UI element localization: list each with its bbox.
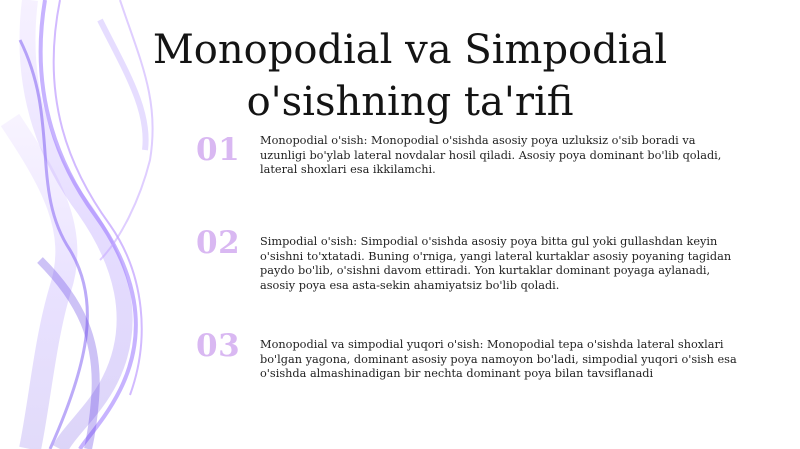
item-number: 02 (196, 225, 241, 261)
item-text: Monopodial o'sish: Monopodial o'sishda asosiy poya uzluksiz o'sib boradi va uzunligi bo'ylab lateral novdalar hosil qiladi. Asosiy poya dominant bo'lib qoladi, lateral shoxlari esa ikkilamchi. (260, 134, 722, 177)
item-number: 01 (196, 132, 241, 168)
title-line-2: o'sishning ta'rifi (246, 79, 574, 125)
page-title (100, 24, 720, 128)
item-number: 03 (196, 328, 241, 364)
item-text: Monopodial va simpodial yuqori o'sish: Monopodial tepa o'sishda lateral shoxlari bo'lgan yagona, dominant asosiy poya namoyon bo'ladi, simpodial yuqori o'sish esa o'sishda almashinadigan bir nechta dominant poya bilan tavsiflanadi (260, 338, 737, 381)
title-line-1: Monopodial va Simpodial (152, 27, 668, 73)
item-text: Simpodial o'sish: Simpodial o'sishda asosiy poya bitta gul yoki gullashdan keyin o'sishni to'xtatadi. Buning o'rniga, yangi lateral kurtaklar asosiy poyaning tagidan paydo bo'lib, o'sishni davom ettiradi. Yon kurtaklar dominant poyaga aylanadi, asosiy poya esa asta-sekin ahamiyatsiz bo'lib qoladi. (260, 235, 732, 292)
